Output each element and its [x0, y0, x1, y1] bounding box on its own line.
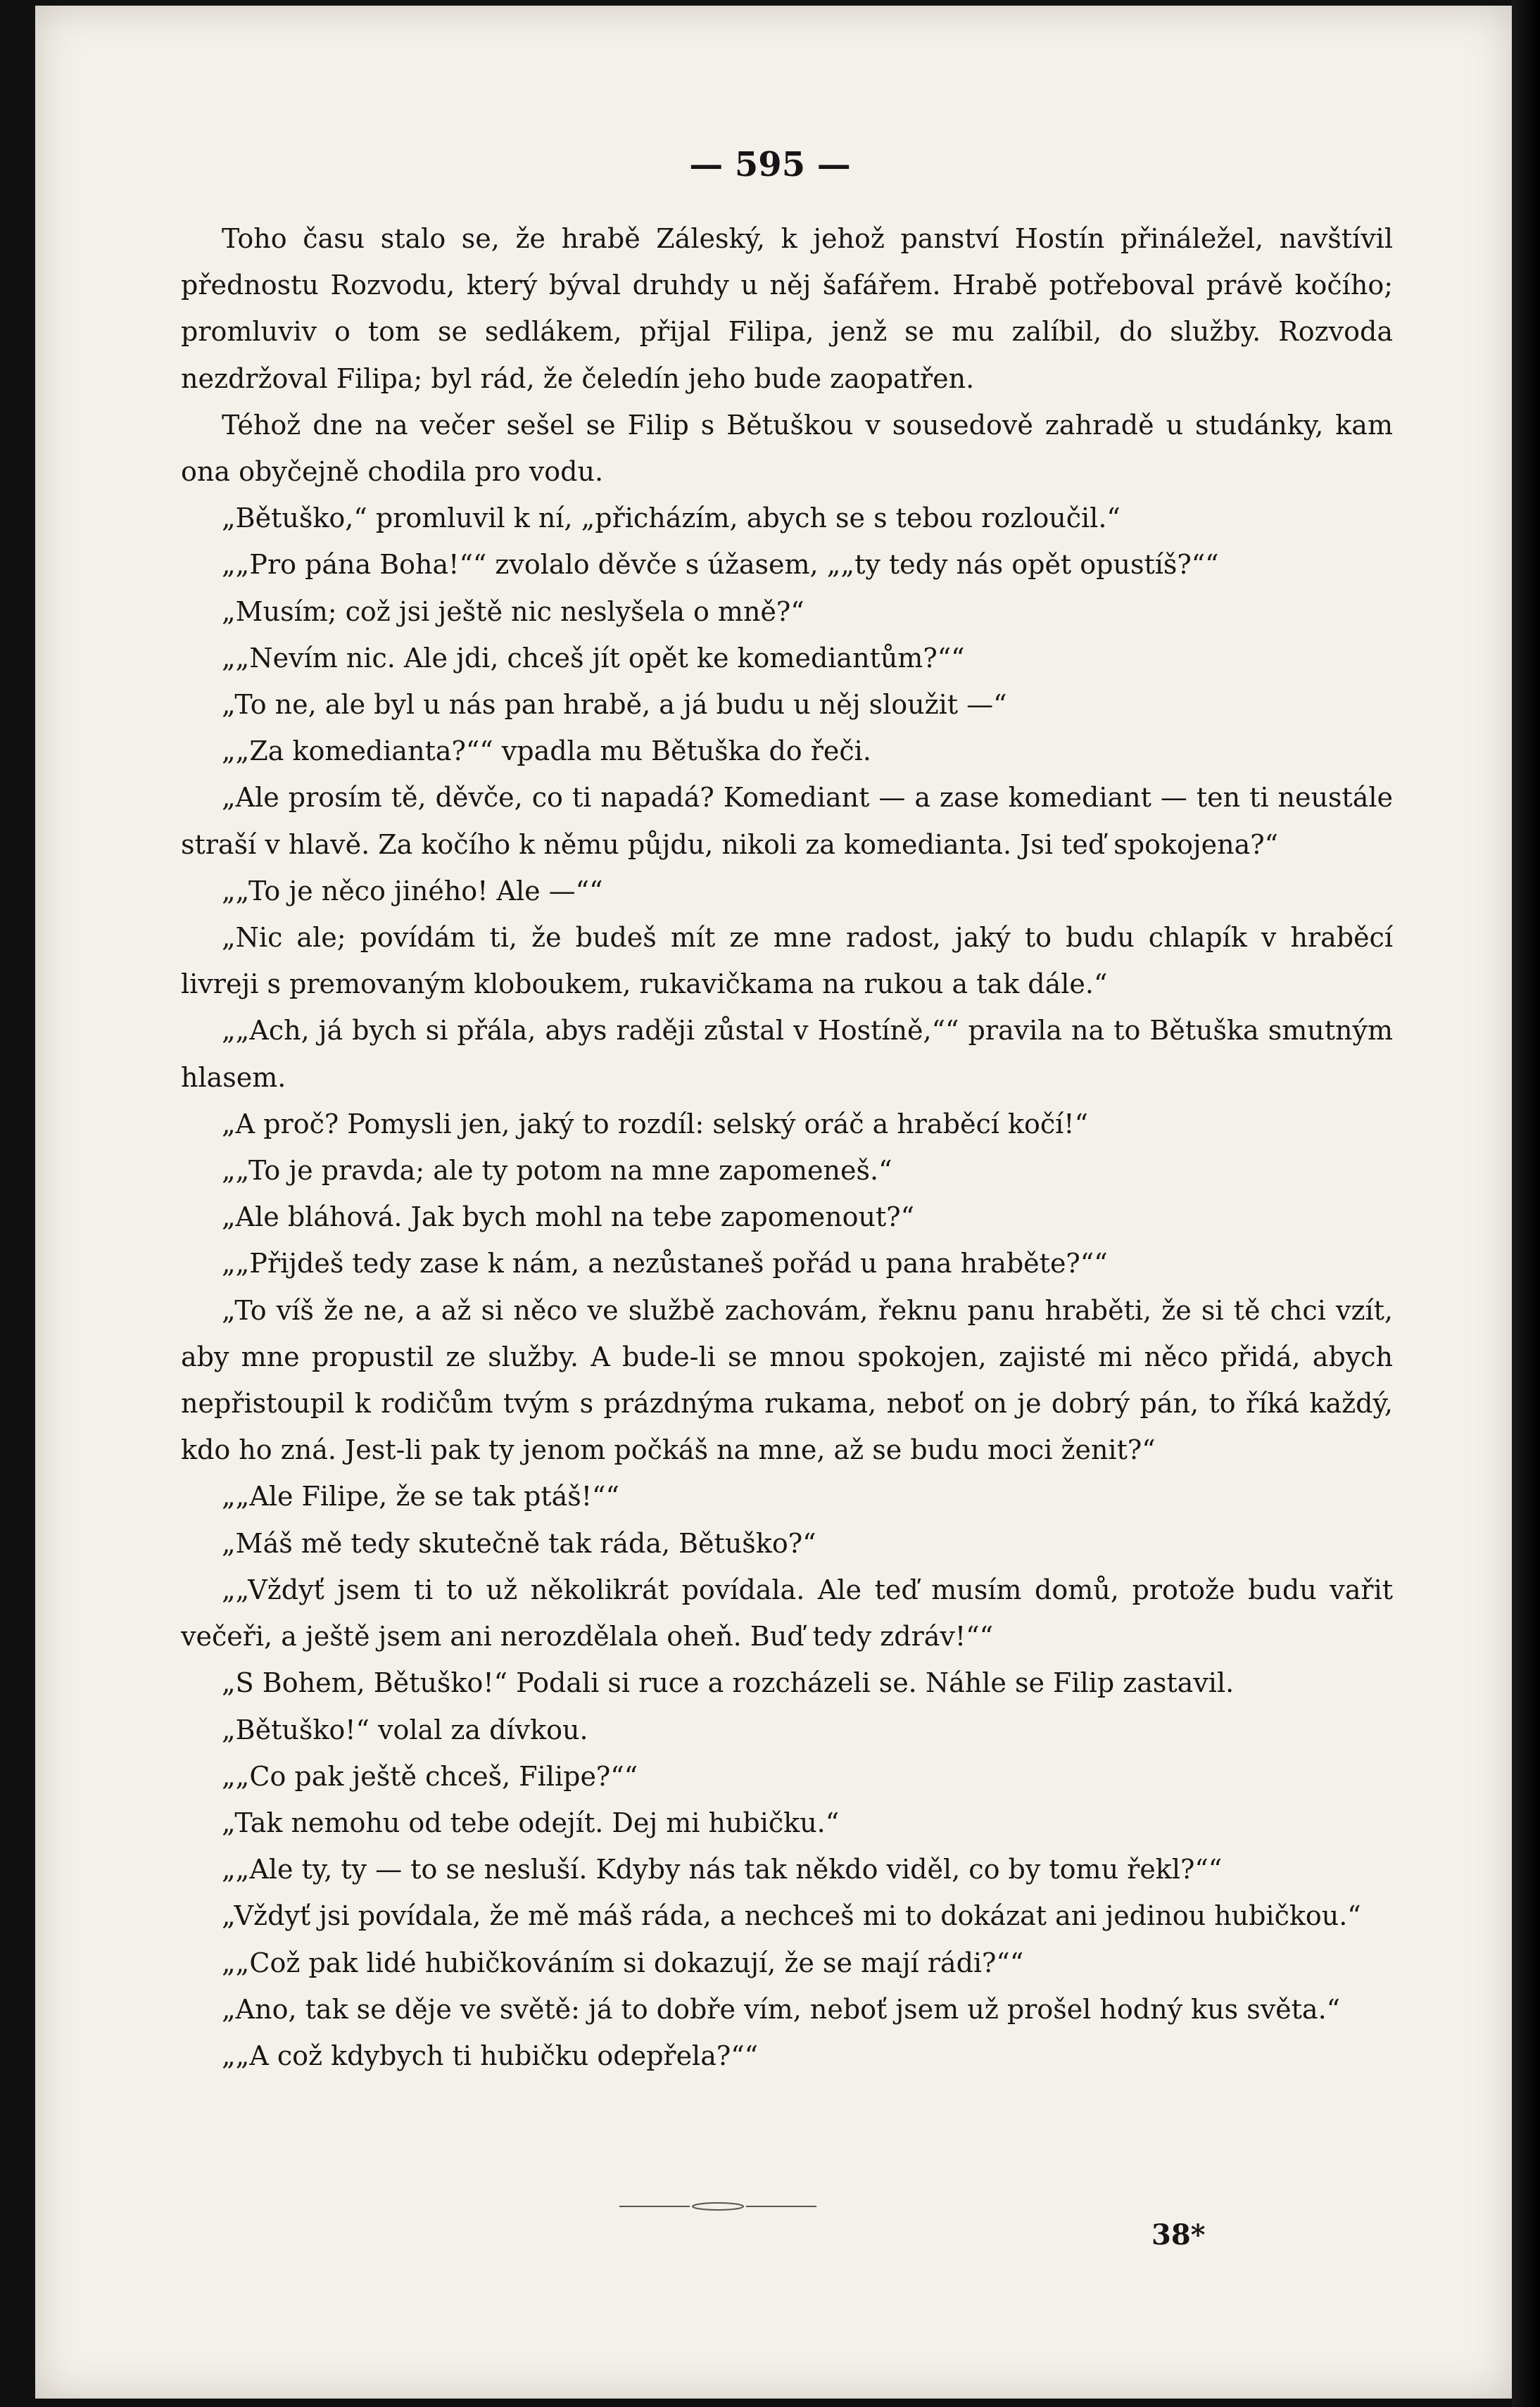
paragraph: „„Což pak lidé hubičkováním si dokazují, že se mají rádi?““	[222, 1947, 1024, 1978]
paragraph: „„To je pravda; ale ty potom na mne zapomeneš.“	[222, 1155, 892, 1187]
paragraph: Téhož dne na večer sešel se Filip s Bětuškou v sousedově zahradě u studánky, kam ona obyčejně chodila pro vodu.	[181, 409, 1393, 488]
paragraph: „„Ach, já bych si přála, abys raději zůstal v Hostíně,““ pravila na to Bětuška smutným hlasem.	[181, 1015, 1393, 1093]
paragraph: „S Bohem, Bětuško!“ Podali si ruce a rozcházeli se. Náhle se Filip zastavil.	[222, 1667, 1235, 1699]
paragraph: „Musím; což jsi ještě nic neslyšela o mně?“	[222, 595, 804, 627]
paragraph: „Tak nemohu od tebe odejít. Dej mi hubičku.“	[222, 1807, 840, 1838]
signature-mark: 38*	[1151, 2218, 1206, 2251]
paragraph: „Vždyť jsi povídala, že mě máš ráda, a nechceš mi to dokázat ani jedinou hubičkou.“	[222, 1900, 1361, 1932]
paragraph: „Ale prosím tě, děvče, co ti napadá? Komediant — a zase komediant — ten ti neustále straší v hlavě. Za kočího k němu půjdu, nikoli za komedianta. Jsi teď spokojena?“	[181, 782, 1393, 860]
paragraph: „Ano, tak se děje ve světě: já to dobře vím, neboť jsem už prošel hodný kus světa.“	[222, 1993, 1341, 2025]
paragraph: „To ne, ale byl u nás pan hrabě, a já budu u něj sloužit —“	[222, 689, 1007, 721]
paragraph: „„Pro pána Boha!““ zvolalo děvče s úžasem, „„ty tedy nás opět opustíš?““	[222, 549, 1219, 581]
paragraph: „„To je něco jiného! Ale —““	[222, 875, 603, 906]
paragraph: „To víš že ne, a až si něco ve službě zachovám, řeknu panu hraběti, že si tě chci vzít, aby mne propustil ze služby. A bude-li se mnou spokojen, zajisté mi něco přidá, abych nepřistoupil k rodičům tvým s prázdnýma rukama, neboť on je dobrý pán, to říká každý, kdo ho zná. Jest-li pak ty jenom počkáš na mne, až se budu moci ženit?“	[181, 1294, 1393, 1466]
page-number-header: — 595 —	[689, 145, 851, 184]
paragraph: „„Co pak ještě chceš, Filipe?““	[222, 1760, 638, 1792]
paragraph: „„Ale Filipe, že se tak ptáš!““	[222, 1481, 619, 1512]
paragraph: Toho času stalo se, že hrabě Záleský, k jehož panství Hostín přináležel, navštívil přednostu Rozvodu, který býval druhdy u něj šafářem. Hrabě potřeboval právě kočího; promluviv o tom se sedlákem, přijal Filipa, jenž se mu zalíbil, do služby. Rozvoda nezdržoval Filipa; byl rád, že čeledín jeho bude zaopatřen.	[181, 223, 1393, 394]
paragraph: „Nic ale; povídám ti, že budeš mít ze mne radost, jaký to budu chlapík v hraběcí livreji s premovaným kloboukem, rukavičkama na rukou a tak dále.“	[181, 922, 1393, 1000]
page-body-text	[181, 215, 1393, 2079]
paragraph: „„Za komedianta?““ vpadla mu Bětuška do řeči.	[222, 735, 871, 767]
paragraph: „„Nevím nic. Ale jdi, chceš jít opět ke komediantům?““	[222, 642, 965, 674]
paragraph: „„Ale ty, ty — to se nesluší. Kdyby nás tak někdo viděl, co by tomu řekl?““	[222, 1854, 1223, 1885]
paragraph: „Máš mě tedy skutečně tak ráda, Bětuško?“	[222, 1527, 816, 1559]
paragraph: „Ale bláhová. Jak bych mohl na tebe zapomenout?“	[222, 1201, 915, 1233]
paragraph: „„A což kdybych ti hubičku odepřela?““	[222, 2040, 759, 2071]
ornament-divider	[619, 2201, 816, 2211]
paragraph: „„Přijdeš tedy zase k nám, a nezůstaneš pořád u pana hraběte?““	[222, 1248, 1108, 1280]
scan-edge	[1512, 0, 1540, 2407]
paragraph: „Bětuško!“ volal za dívkou.	[222, 1714, 588, 1745]
paragraph: „Bětuško,“ promluvil k ní, „přicházím, abych se s tebou rozloučil.“	[222, 503, 1121, 534]
paragraph: „„Vždyť jsem ti to už několikrát povídala. Ale teď musím domů, protože budu vařit večeři, a ještě jsem ani nerozdělala oheň. Buď tedy zdráv!““	[181, 1574, 1393, 1653]
paragraph: „A proč? Pomysli jen, jaký to rozdíl: selský oráč a hraběcí kočí!“	[222, 1108, 1088, 1139]
